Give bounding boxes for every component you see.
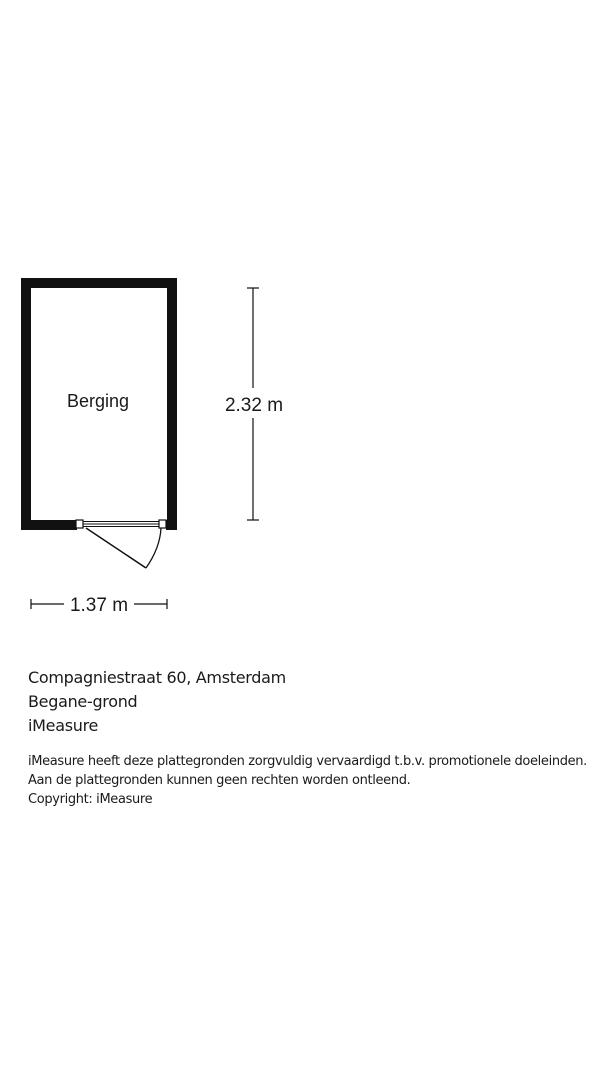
door-jamb-left	[76, 520, 83, 528]
copyright-line: Copyright: iMeasure	[28, 792, 153, 807]
door-opening	[77, 519, 166, 531]
door-jamb-right	[159, 520, 166, 528]
width-dimension-label: 1.37 m	[69, 595, 129, 616]
door-leaf	[86, 528, 146, 568]
disclaimer	[28, 752, 603, 809]
room-label: Berging	[66, 391, 130, 411]
property-info	[28, 666, 603, 738]
address-text: Compagniestraat 60, Amsterdam	[28, 668, 286, 687]
door-swing-arc	[146, 528, 161, 568]
company-name-text: iMeasure	[28, 716, 99, 735]
disclaimer-line: Aan de plattegronden kunnen geen rechten worden ontleend.	[28, 773, 411, 788]
floor-name-text: Begane-grond	[28, 692, 138, 711]
height-dimension-label: 2.32 m	[224, 395, 284, 416]
disclaimer-line: iMeasure heeft deze plattegronden zorgvuldig vervaardigd t.b.v. promotionele doeleinden.	[28, 754, 587, 769]
